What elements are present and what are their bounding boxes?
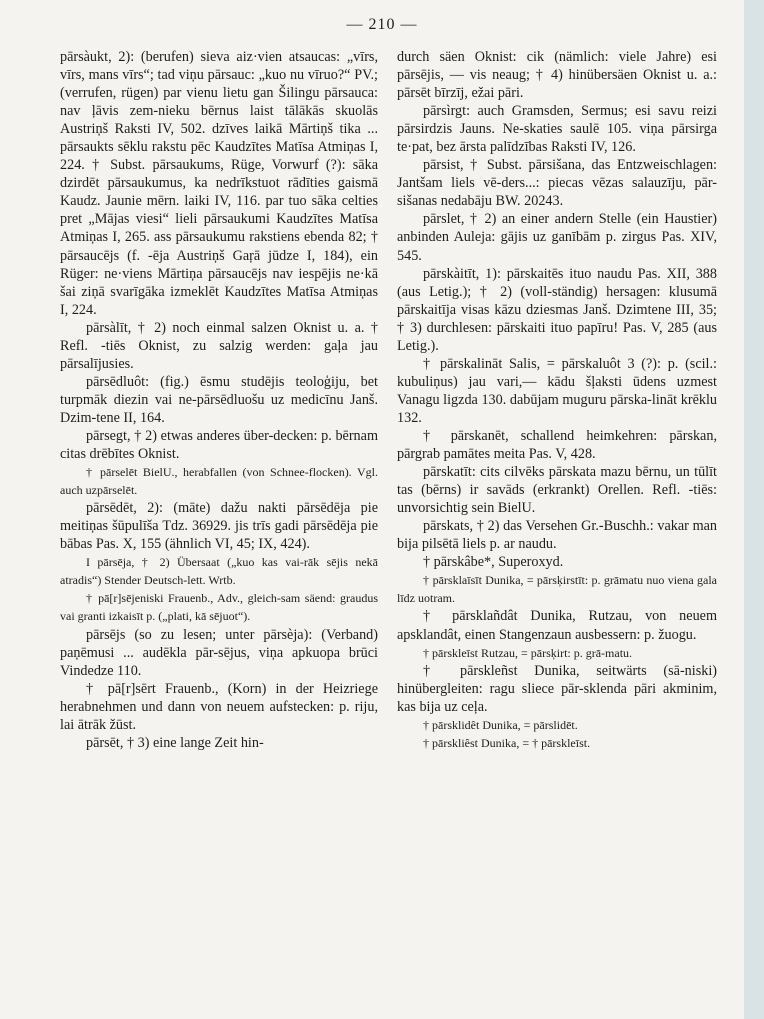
dictionary-entry: pārsàukt, 2): (berufen) sieva aiz·vien atsaucas: „vīrs, vīrs, mans vīrs“; tad viņu pārsauc: „kuo nu vīruo?“ PV.; (verrufen, rügen) par vienu lietu gan Šilingu pārsauca: nav ļāvis zem-nieku bērnus laist tālākās skuolās Austriņš Raksti IV, 502. dzīves laikā Mārtiņš tika ... pārsaukts sēklu rakstu pēc Kaudzītes Matīsa Atmiņas I, 224. † Subst. pārsaukums, Rüge, Vorwurf (?): sāka dzirdēt pārsaukumus, ka nedrīkstuot rādīties gaismā Kaudz. Jaunie mērn. laiki IV, 116. par tuo sāka celties pret „Mājas viesi“ lieli pārsaukumi Kaudzītes Matīsa Atmiņas I, 265. ass pārsaukumu rakstiens ebenda 82; † pārsaucējs (f. -ēja Austriņš Gaŗā jūdze I, 184), ein Rüger: ne·viens Mārtiņa pārsaucējs nav iespējis ne·kā šai ziņā svarīgāka izmeklēt Kaudzītes Matīsa Atmiņas I, 224. xyxy=(60,49,378,318)
dictionary-entry: I pārsēja, † 2) Übersaat („kuo kas vai-rāk sējis nekā atradis“) Stender Deutsch-lett. Wrtb. xyxy=(60,555,378,588)
dictionary-entry: pārsàlīt, † 2) noch einmal salzen Oknist u. a. † Refl. -tiēs Oknist, zu salzig werden: gaļa jau pārsalījusies. xyxy=(60,319,378,372)
dictionary-entry: † pārskâbe*, Superoxyd. xyxy=(423,554,564,571)
dictionary-entry: † pārskleīst Rutzau, = pārsķirt: p. grā-matu. xyxy=(423,645,633,660)
page-number: — 210 — xyxy=(346,16,418,33)
dictionary-entry: pārsēdēt, 2): (māte) dažu nakti pārsēdēja pie meitiņas šūpulīša Tdz. 36929. jis trīs gadi pārsēdēja pie bābas Pas. X, 155 (ähnlich VI, 45; IX, 424). xyxy=(60,500,378,553)
page-edge-strip xyxy=(744,0,764,1019)
left-column xyxy=(60,48,378,752)
dictionary-entry: pārsist, † Subst. pārsišana, das Entzweischlagen: Jantšam liels vē-ders...: piecas vēzas salauzīju, pār-sišanas nedabāju BW. 20243. xyxy=(397,157,717,210)
dictionary-entry: † pā[r]sērt Frauenb., (Korn) in der Heizriege herabnehmen und dann von neuem aufstecken: p. riju, lai ātrāk žūst. xyxy=(60,680,378,733)
dictionary-entry: pārsējs (so zu lesen; unter pārsèja): (Verband) paņēmusi ... audēkla pār-sējus, viņa apkuopa brūci Vindedze 110. xyxy=(60,626,378,679)
dictionary-entry: pārskats, † 2) das Versehen Gr.-Buschh.: vakar man bija pilsētā liels p. ar naudu. xyxy=(397,518,717,553)
dictionary-entry: pārslet, † 2) an einer andern Stelle (ein Haustier) anbinden Auleja: gājis uz ganībām p. zirgus Pas. XIV, 545. xyxy=(397,211,717,264)
dictionary-entry: † pārsklaīsīt Dunika, = pārsķirstīt: p. grāmatu nuo viena gala līdz uotram. xyxy=(397,573,717,606)
dictionary-entry: † pā[r]sējeniski Frauenb., Adv., gleich-sam säend: graudus vai granti izkaisīt p. („plati, kā sējuot“). xyxy=(60,591,378,624)
dictionary-entry: † pārsklidêt Dunika, = pārslidēt. xyxy=(423,717,578,732)
dictionary-entry: † pārskliêst Dunika, = † pārskleīst. xyxy=(423,735,591,750)
dictionary-entry: pārskàitīt, 1): pārskaitēs ituo naudu Pas. XII, 388 (aus Letig.); † 2) (voll-ständig) hersagen: klusumā pārskaitīja visas kāzu dziesmas Janš. Dzimtene III, 35; † 3) durchlesen: pārskaiti ituo papīru! Pas. V, 285 (aus Letig.). xyxy=(397,265,717,354)
dictionary-entry: pārskatīt: cits cilvēks pārskata mazu bērnu, un tūlīt tas (bērns) ir savāds (erkrankt) Orellen. Refl. -tiēs: unvorsichtig sein BielU. xyxy=(397,464,717,517)
dictionary-entry: pārsēt, † 3) eine lange Zeit hin- xyxy=(86,734,264,751)
dictionary-entry: † pārselēt BielU., herabfallen (von Schnee-flocken). Vgl. auch uzpārselēt. xyxy=(60,465,378,498)
dictionary-entry: pārsegt, † 2) etwas anderes über-decken: p. bērnam citas drēbītes Oknist. xyxy=(60,427,378,463)
dictionary-entry: † pārsklañdât Dunika, Rutzau, von neuem apsklandât, einen Stangenzaun ausbessern: p. žuogu. xyxy=(397,608,717,643)
dictionary-entry: † pārskalināt Salis, = pārskaluôt 3 (?): p. (scil.: kubuliņus) jau vari,— kādu šļaksti ūdens uzmest Vanagu ligzda 130. dabūjam muguru pārska-lināt krēklu 132. xyxy=(397,355,717,426)
dictionary-entry: † pārskleñst Dunika, seitwärts (sā-niski) hinübergleiten: ragu sliece pār-sklenda pāri akminim, kas bija uz ceļa. xyxy=(397,662,717,715)
dictionary-entry: pārsìrgt: auch Gramsden, Sermus; esi savu reizi pārsirdzis Jauns. Ne-skaties saulē 105. viņa pārsirga te·pat, bez ārsta palīdzības Raksti IV, 126. xyxy=(397,103,717,156)
dictionary-entry: † pārskanēt, schallend heimkehren: pārskan, pārgrab pamātes meita Pas. V, 428. xyxy=(397,427,717,463)
right-column xyxy=(397,48,717,752)
dictionary-entry: pārsēdluôt: (fig.) ēsmu studējis teoloģiju, bet turpmāk diezin vai ne-pārsēdluošu uz medicīnu Janš. Dzim-tene II, 164. xyxy=(60,373,378,426)
dictionary-entry: durch säen Oknist: cik (nämlich: viele Jahre) esi pārsējis, — vis neaug; † 4) hinübersäen Oknist u. a.: pārsēt bīrzīj, ežai pāri. xyxy=(397,49,717,102)
